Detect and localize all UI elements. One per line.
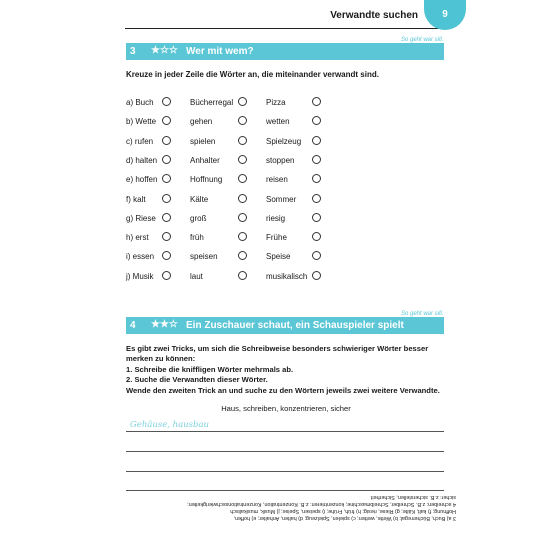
word-option: groß	[190, 213, 207, 223]
word-list: Haus, schreiben, konzentrieren, sicher	[221, 404, 351, 413]
answer-line-4[interactable]	[126, 490, 444, 491]
exercise-row	[126, 193, 426, 207]
word-option: Frühe	[266, 233, 287, 243]
word-option: wetten	[266, 117, 290, 127]
word-option: früh	[190, 233, 204, 243]
word-option: Kälte	[190, 194, 209, 204]
word-option: speisen	[190, 252, 218, 262]
tips-intro: Es gibt zwei Tricks, um sich die Schreibweise besonders schwieriger Wörter besser merken zu können:	[126, 344, 429, 364]
word-option: laut	[190, 271, 203, 281]
section-title: Wer mit wem?	[186, 46, 254, 57]
word-radio[interactable]	[312, 213, 321, 222]
word-option: e) hoffen	[126, 175, 158, 185]
exercise-row	[126, 173, 426, 187]
section-number: 3	[130, 46, 136, 57]
word-radio[interactable]	[162, 174, 171, 183]
solutions-upside-down	[126, 493, 456, 521]
word-radio[interactable]	[238, 232, 247, 241]
word-radio[interactable]	[312, 194, 321, 203]
word-option: b) Wette	[126, 117, 157, 127]
word-radio[interactable]	[162, 116, 171, 125]
tip-2: 2. Suche die Verwandten dieser Wörter.	[126, 375, 268, 385]
answer-line-2[interactable]	[126, 451, 444, 452]
word-option: f) kalt	[126, 194, 146, 204]
word-option: Pizza	[266, 98, 286, 107]
word-radio[interactable]	[238, 97, 247, 106]
word-option: reisen	[266, 175, 288, 185]
word-radio[interactable]	[238, 174, 247, 183]
word-option: Hoffnung	[190, 175, 223, 185]
exercise-row	[126, 96, 426, 110]
tips-text	[126, 344, 446, 396]
exercise-row	[126, 270, 426, 284]
answer-line-1[interactable]	[126, 431, 444, 432]
solution-line: Hoffnung; f) kalt, Kälte; g) Riese, riesig; h) früh, Frühe; i) speisen, Speise; j) Musik, musikalisch	[230, 508, 456, 514]
word-radio[interactable]	[312, 232, 321, 241]
word-option: c) rufen	[126, 136, 154, 146]
word-option: j) Musik	[126, 271, 154, 281]
section-4-banner	[126, 317, 444, 334]
section-3-banner	[126, 43, 444, 60]
word-radio[interactable]	[238, 116, 247, 125]
word-radio[interactable]	[312, 271, 321, 280]
word-radio[interactable]	[162, 97, 171, 106]
section-title: Ein Zuschauer schaut, ein Schauspieler spielt	[186, 320, 404, 331]
task-instruction: Wende den zweiten Trick an und suche zu den Wörtern jeweils zwei weitere Verwandte.	[126, 385, 440, 395]
difficulty-stars-icon: ★★☆	[151, 319, 178, 330]
word-option: h) erst	[126, 233, 149, 243]
page-number: 9	[442, 9, 448, 20]
word-radio[interactable]	[312, 174, 321, 183]
word-radio[interactable]	[238, 155, 247, 164]
word-radio[interactable]	[312, 251, 321, 260]
word-radio[interactable]	[238, 251, 247, 260]
solution-line: sicher: z.B. sicherstellen, Sicherheit	[370, 494, 456, 500]
word-option: spielen	[190, 136, 216, 146]
word-radio[interactable]	[238, 194, 247, 203]
word-radio[interactable]	[238, 136, 247, 145]
word-radio[interactable]	[162, 213, 171, 222]
word-radio[interactable]	[312, 136, 321, 145]
word-radio[interactable]	[162, 136, 171, 145]
word-option: riesig	[266, 213, 286, 223]
word-option: Spielzeug	[266, 136, 302, 146]
word-option: Bücherregal	[190, 98, 234, 107]
word-option: gehen	[190, 117, 213, 127]
section-number: 4	[130, 320, 136, 331]
word-option: d) halten	[126, 155, 158, 165]
tip-1: 1. Schreibe die kniffligen Wörter mehrmals ab.	[126, 364, 294, 374]
chapter-title: Verwandte suchen	[330, 10, 418, 21]
exercise-row	[126, 115, 426, 129]
self-assessment-label: So geht war sill.	[401, 311, 444, 317]
word-radio[interactable]	[162, 232, 171, 241]
word-radio[interactable]	[162, 251, 171, 260]
word-radio[interactable]	[312, 116, 321, 125]
word-radio[interactable]	[312, 155, 321, 164]
word-option: Speise	[266, 252, 291, 262]
word-option: g) Riese	[126, 213, 156, 223]
word-radio[interactable]	[162, 194, 171, 203]
word-option: a) Buch	[126, 98, 154, 107]
word-radio[interactable]	[238, 213, 247, 222]
answer-line-3[interactable]	[126, 471, 444, 472]
exercise-row	[126, 250, 426, 264]
solution-line: 3 a) Buch, Bücherregal; b) Wette, wetten; c) spielen, Spielzeug; d) halten, Anhalter; e) hoffen,	[233, 515, 456, 521]
task-instruction: Kreuze in jeder Zeile die Wörter an, die miteinander verwandt sind.	[126, 70, 379, 79]
word-radio[interactable]	[238, 271, 247, 280]
self-assessment-label: So geht war sill.	[401, 37, 444, 43]
header-rule	[125, 28, 445, 29]
exercise-row	[126, 154, 426, 168]
difficulty-stars-icon: ★☆☆	[151, 45, 178, 56]
word-radio[interactable]	[162, 155, 171, 164]
word-option: Sommer	[266, 194, 297, 204]
exercise-row	[126, 231, 426, 245]
word-radio[interactable]	[312, 97, 321, 106]
word-option: i) essen	[126, 252, 155, 262]
handwritten-answer: Gehäuse, hausbau	[130, 420, 209, 430]
word-option: stoppen	[266, 155, 295, 165]
solution-line: 4 schreiben: z.B. Schreiber, Schreibmaschine; konzentrieren: z.B. Konzentration, Konzentrationsschwierigkeiten;	[187, 501, 456, 507]
word-radio[interactable]	[162, 271, 171, 280]
word-option: musikalisch	[266, 271, 308, 281]
exercise-row	[126, 212, 426, 226]
exercise-row	[126, 135, 426, 149]
word-option: Anhalter	[190, 155, 220, 165]
